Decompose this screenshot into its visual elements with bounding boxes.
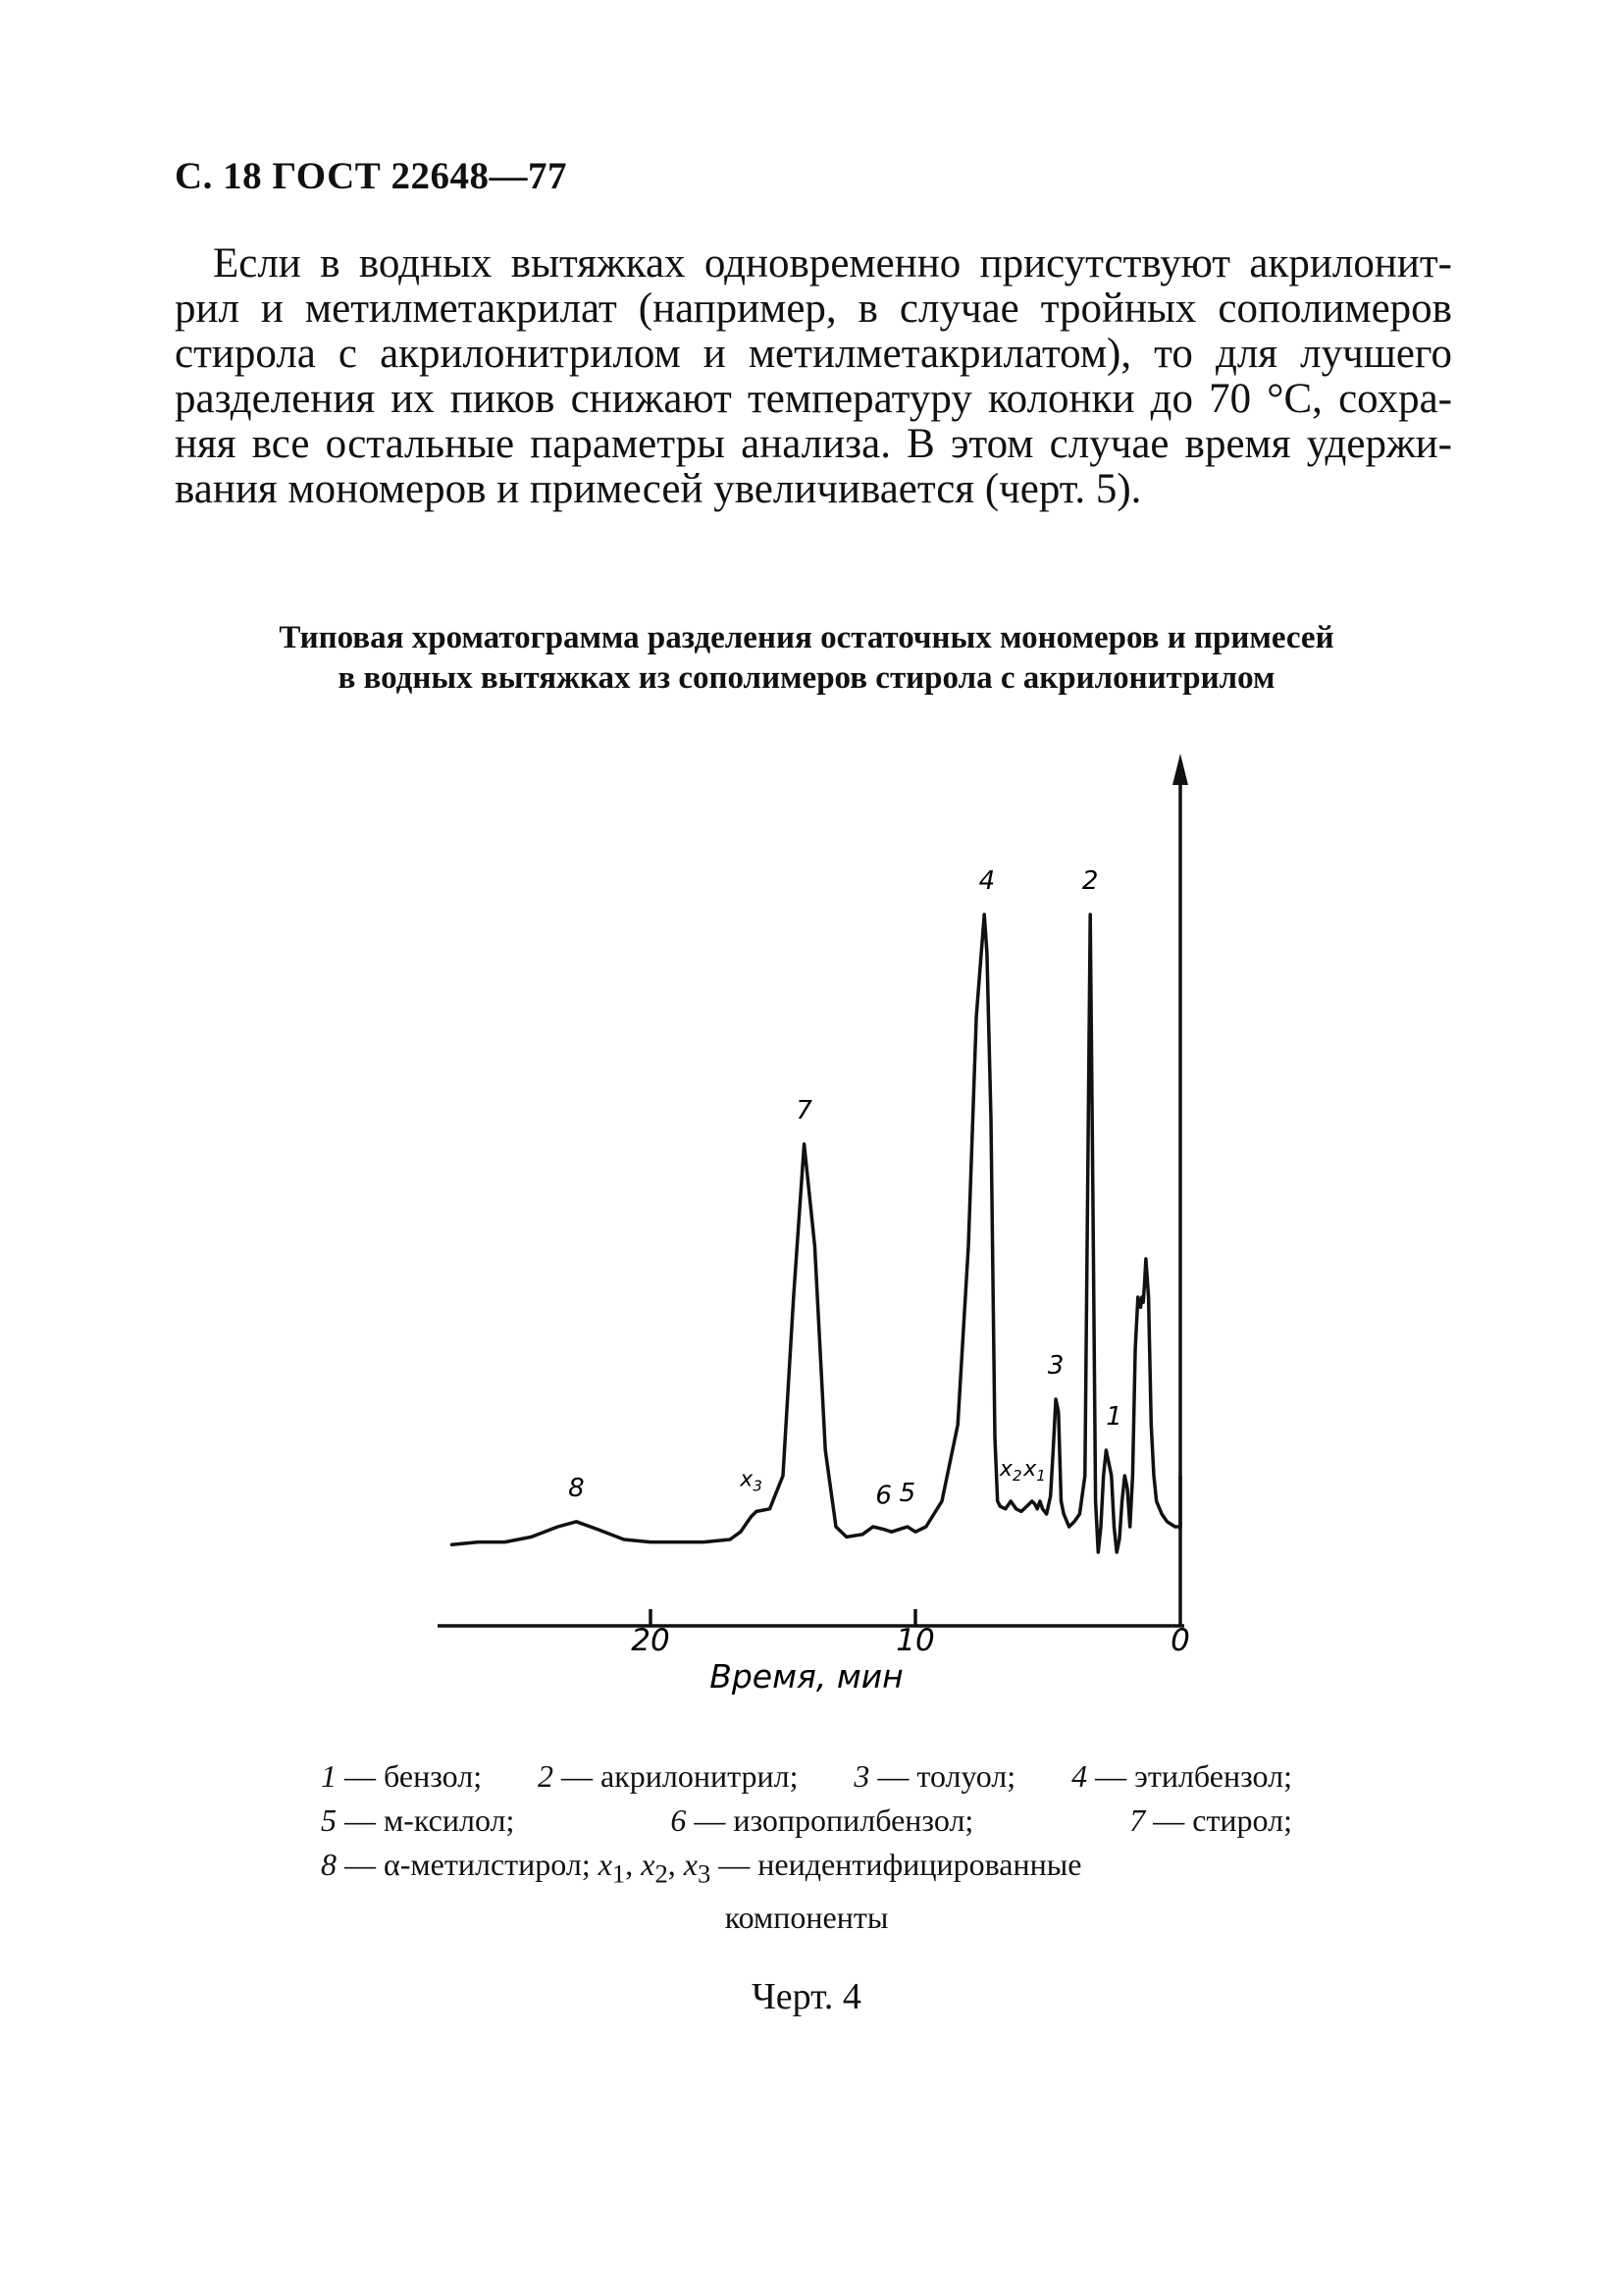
chromatogram-trace — [452, 914, 1181, 1552]
x-tick-label: 0 — [1171, 1623, 1190, 1658]
legend-item: 5 — м-ксилол; — [321, 1802, 515, 1838]
peak-label: 6 — [875, 1481, 892, 1511]
peak-label: 8 — [568, 1473, 585, 1503]
peak-label: 1 — [1106, 1402, 1122, 1432]
peak-label: $x_3$ — [740, 1467, 762, 1495]
peak-label: 7 — [796, 1096, 812, 1125]
peak-label: $x_2$ — [999, 1457, 1022, 1485]
paragraph-line: разделения их пиков снижают температуру колонки до 70 °С, сохра- — [175, 376, 1452, 422]
paragraph-line: няя все остальные параметры анализа. В этом случае время удержи- — [175, 421, 1452, 467]
figure-title: Типовая хроматограмма разделения остаточных мономеров и примесей — [279, 620, 1334, 655]
paragraph-line: Если в водных вытяжках одновременно присутствуют акрилонит- — [213, 240, 1452, 287]
paragraph-line: стирола с акрилонитрилом и метилметакрилатом), то для лучшего — [175, 331, 1452, 377]
legend-row — [321, 1843, 1292, 1896]
paragraph-line: вания мономеров и примесей увеличивается (черт. 5). — [175, 466, 1142, 512]
figure-legend — [321, 1754, 1292, 1940]
legend-item: 6 — изопропилбензол; — [670, 1802, 974, 1838]
legend-item: 7 — стирол; — [1129, 1802, 1292, 1838]
paragraph-line: рил и метилметакрилат (например, в случае тройных сополимеров — [175, 286, 1452, 332]
page-header: С. 18 ГОСТ 22648—77 — [175, 155, 567, 197]
peak-label: 2 — [1081, 866, 1099, 896]
legend-row — [321, 1799, 1292, 1843]
x-axis-label: Время, мин — [709, 1657, 904, 1696]
x-tick-labels — [631, 1623, 1190, 1658]
peak-label: 5 — [899, 1479, 916, 1508]
peak-label: 4 — [978, 866, 996, 896]
legend-item: 8 — α-метилстирол; $x_1$, $x_2$, $x_3$ — неидентифицированные — [321, 1847, 1082, 1889]
peak-labels — [568, 866, 1122, 1511]
legend-item: 2 — акрилонитрил; — [538, 1758, 799, 1794]
chart-axes — [438, 754, 1188, 1626]
figure-title: в водных вытяжках из сополимеров стирола с акрилонитрилом — [338, 660, 1275, 696]
peak-label: 3 — [1047, 1351, 1065, 1381]
legend-item: 1 — бензол; — [321, 1758, 483, 1794]
legend-item: компоненты — [724, 1900, 889, 1936]
legend-item: 4 — этилбензол; — [1071, 1758, 1292, 1794]
figure-caption: Черт. 4 — [752, 1976, 861, 2017]
peak-label: $x_1$ — [1023, 1457, 1046, 1485]
legend-row — [321, 1896, 1292, 1940]
y-axis-arrow-icon — [1172, 754, 1188, 785]
legend-item: 3 — толуол; — [854, 1758, 1016, 1794]
x-tick-label: 20 — [631, 1623, 670, 1658]
legend-row — [321, 1754, 1292, 1799]
x-tick-label: 10 — [896, 1623, 935, 1658]
